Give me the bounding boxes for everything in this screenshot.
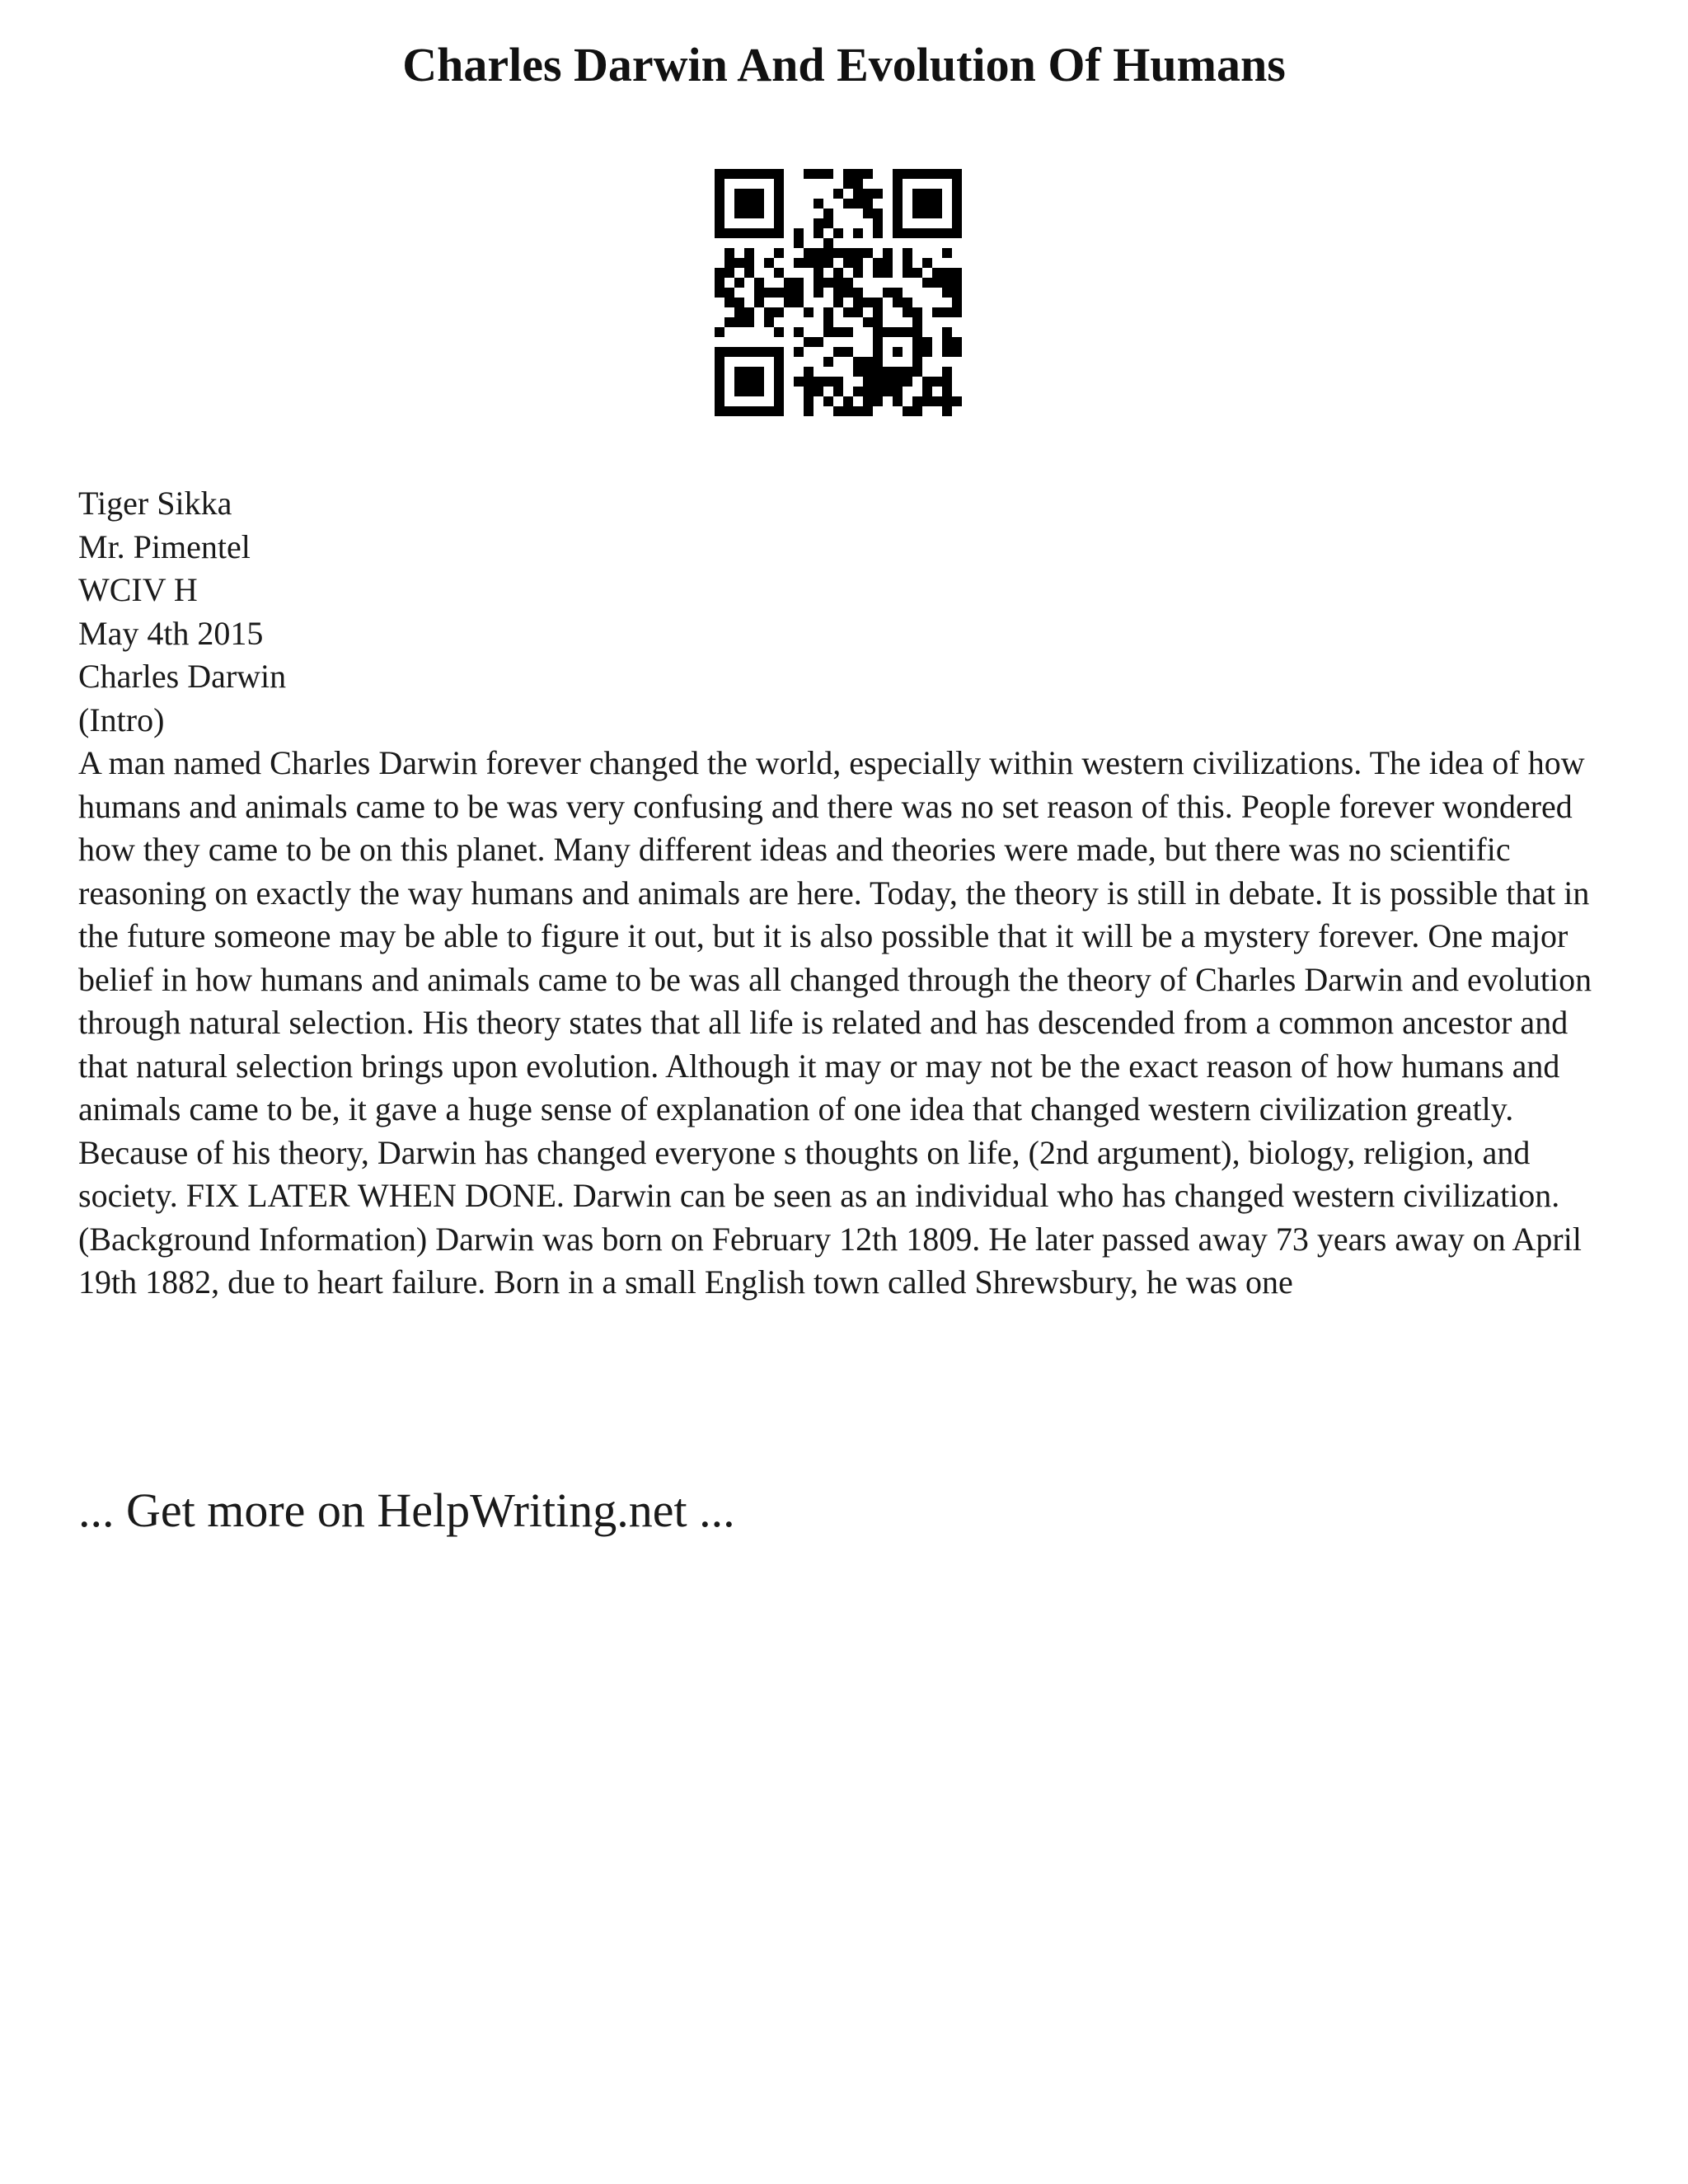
author-line: Tiger Sikka <box>78 485 232 522</box>
date-line: May 4th 2015 <box>78 614 264 652</box>
qr-code-icon <box>715 169 962 416</box>
teacher-line: Mr. Pimentel <box>78 527 251 565</box>
section-label-intro: (Intro) <box>78 701 165 738</box>
intro-paragraph: A man named Charles Darwin forever changed the world, especially within western civilizations. The idea of how humans and animals came to be was very confusing and there was no set reason of this. People forever wondered how they came to be on this planet. Many different ideas and theories were made, but there was no scientific reasoning on exactly the way humans and animals are here. Today, the theory is still in debate. It is possible that in the future someone may be able to figure it out, but it is also possible that it will be a mystery forever. One major belief in how humans and animals came to be was all changed through the theory of Charles Darwin and evolution through natural selection. His theory states that all life is related and has descended from a common ancestor and that natural selection brings upon evolution. Although it may or may not be the exact reason of how humans and animals came to be, it gave a huge sense of explanation of one idea that changed western civilization greatly. Because of his theory, Darwin has changed everyone s thoughts on life, (2nd argument), biology, religion, and society. FIX LATER WHEN DONE. Darwin can be seen as an individual who has changed western civilization. <box>78 744 1592 1214</box>
document-body <box>78 482 1620 1305</box>
document-title: Charles Darwin And Evolution Of Humans <box>402 38 1286 91</box>
get-more-link[interactable]: ... Get more on HelpWriting.net ... <box>78 1483 735 1537</box>
background-paragraph: (Background Information) Darwin was born on February 12th 1809. He later passed away 73 years away on April 19th 1882, due to heart failure. Born in a small English town called Shrewsbury, he was one <box>78 1220 1582 1301</box>
subject-line: Charles Darwin <box>78 658 287 695</box>
class-line: WCIV H <box>78 571 198 608</box>
